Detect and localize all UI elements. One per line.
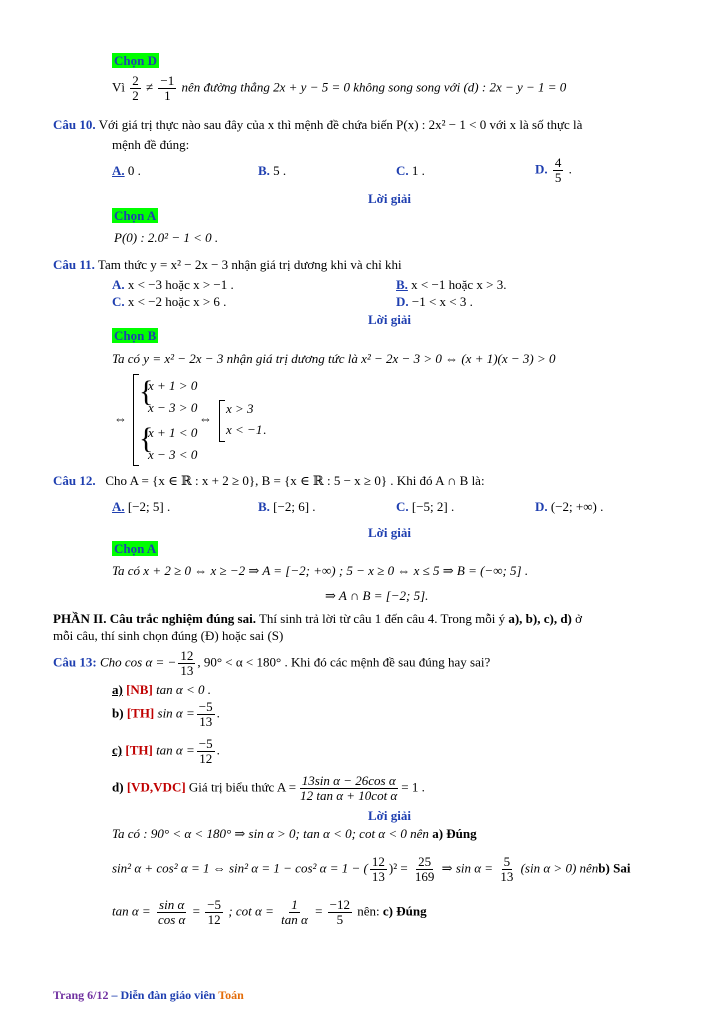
q11-option-b: B. x < −1 hoặc x > 3. [396, 277, 507, 292]
vi-line: Vì $\frac{2}{2}$ ≠ $\frac{-1}{1}$ nên đường thẳng 2x + y − 5 = 0 không song song với (d) : 2x − y − 1 = 0 [112, 73, 567, 103]
q13-question: Câu 13: Cho cos α = − $\frac{12}{13}$ , 90° < α < 180° . Khi đó các mệnh đề sau đúng hay sai? [53, 648, 491, 678]
q10-chon-a: Chọn A [114, 208, 157, 223]
q13-solution-2: sin² α + cos² α = 1 ⇔ sin² α = 1 − cos² α = 1 − ( $\frac{12}{13}$ )² = $\frac{25}{169}$ ⇒ sin α = $\frac{5}{13}$ (sin α > 0) nênb) Sai [112, 854, 631, 884]
q10-option-c: C. 1 . [396, 163, 425, 178]
q11-option-a: A. x < −3 hoặc x > −1 . [112, 277, 234, 292]
q13-item-c: c) [TH] tan α = $\frac{-5}{12}$ . [112, 736, 220, 766]
q10-loigiai: Lời giải [368, 191, 411, 206]
q13-loigiai: Lời giải [368, 808, 411, 823]
q11-option-d: D. −1 < x < 3 . [396, 294, 473, 309]
q10-question: Câu 10. Với giá trị thực nào sau đây của x thì mệnh đề chứa biến P(x) : 2x² − 1 < 0 với x là số thực là [53, 117, 583, 132]
q12-option-d: D. (−2; +∞) . [535, 499, 604, 514]
q12-option-b: B. [−2; 6] . [258, 499, 316, 514]
q13-solution-3: tan α = $\frac{\text{sin α}}{\text{cos α}}$ = $\frac{-5}{12}$ ; cot α = $\frac{1}{\text{tan α}}$ = $\frac{-12}{5}$ nên: c) Đúng [112, 897, 427, 927]
q10-option-a: A. 0 . [112, 163, 141, 178]
q12-solution-2: ⇒ A ∩ B = [−2; 5]. [325, 588, 429, 603]
q11-solution: Ta có y = x² − 2x − 3 nhận giá trị dương tức là x² − 2x − 3 > 0 ⇔ (x + 1)(x − 3) > 0 [112, 351, 556, 366]
q13-item-b: b) [TH] sin α = $\frac{-5}{13}$ . [112, 699, 220, 729]
page-footer: Trang 6/12 – Diễn đàn giáo viên Toán [53, 988, 244, 1002]
q12-question: Câu 12. Cho A = {x ∈ ℝ : x + 2 ≥ 0}, B = {x ∈ ℝ : 5 − x ≥ 0} . Khi đó A ∩ B là: [53, 473, 485, 488]
q10-option-d: D. $\frac{4}{5}$ . [535, 155, 572, 185]
q13-solution-1: Ta có : 90° < α < 180° ⇒ sin α > 0; tan α < 0; cot α < 0 nên a) Đúng [112, 826, 477, 841]
q11-loigiai: Lời giải [368, 312, 411, 327]
q12-option-c: C. [−5; 2] . [396, 499, 455, 514]
q13-item-d: d) [VD,VDC] Giá trị biểu thức A = $\frac{\text{13sin α − 26cos α}}{\text{12 tan α + 10cot α}}$ = 1 . [112, 773, 425, 803]
q12-loigiai: Lời giải [368, 525, 411, 540]
q12-solution-1: Ta có x + 2 ≥ 0 ⇔ x ≥ −2 ⇒ A = [−2; +∞) ; 5 − x ≥ 0 ⇔ x ≤ 5 ⇒ B = (−∞; 5] . [112, 563, 529, 578]
q12-chon-a: Chọn A [114, 541, 157, 556]
q10-option-b: B. 5 . [258, 163, 287, 178]
part2-heading: PHẦN II. Câu trắc nghiệm đúng sai. Thí sinh trả lời từ câu 1 đến câu 4. Trong mỗi ý a), b), c), d) ở [53, 611, 582, 626]
q10-question-cont: mệnh đề đúng: [112, 137, 190, 152]
q11-option-c: C. x < −2 hoặc x > 6 . [112, 294, 227, 309]
part2-heading-cont: mỗi câu, thí sinh chọn đúng (Đ) hoặc sai (S) [53, 628, 284, 643]
q11-chon-b: Chọn B [114, 328, 157, 343]
q12-option-a: A. [−2; 5] . [112, 499, 171, 514]
q11-question: Câu 11. Tam thức y = x² − 2x − 3 nhận giá trị dương khi và chỉ khi [53, 257, 402, 272]
q13-item-a: a) [NB] tan α < 0 . [112, 682, 212, 697]
q10-solution: P(0) : 2.0² − 1 < 0 . [114, 230, 219, 245]
chon-d-label: Chọn D [114, 53, 157, 68]
